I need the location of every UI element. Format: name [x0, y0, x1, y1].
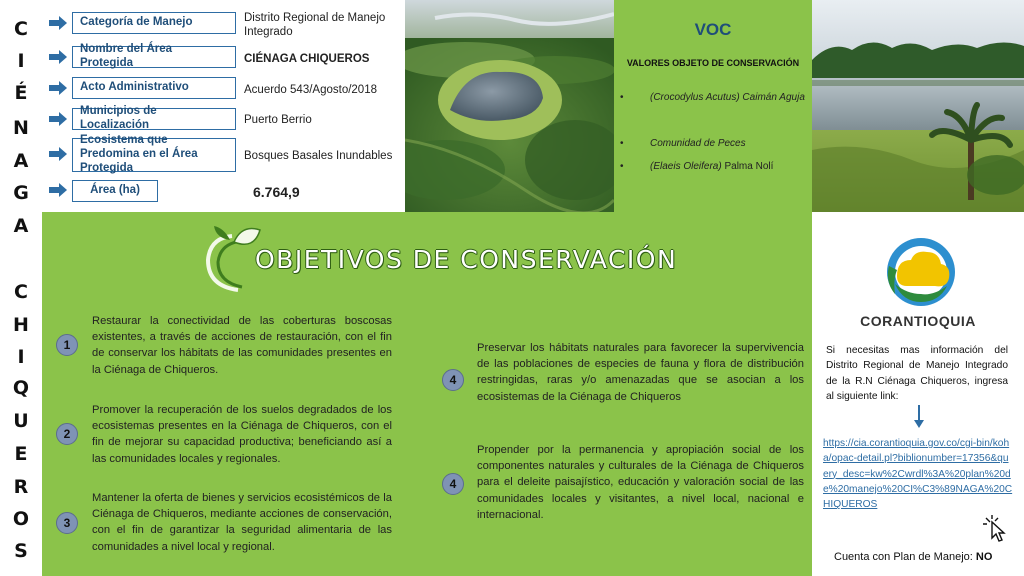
objective-number: 3: [56, 512, 78, 534]
voc-item-plain: Palma Nolí: [721, 161, 774, 172]
objectives-title: OBJETIVOS DE CONSERVACIÓN: [255, 245, 678, 274]
vertical-title: [0, 0, 42, 576]
vertical-title-letter: S: [14, 540, 28, 562]
voc-bullet: •: [620, 161, 624, 172]
objective-number: 4: [442, 369, 464, 391]
value-ecosistema: Bosques Basales Inundables: [244, 150, 393, 162]
voc-item: [620, 159, 808, 177]
management-plan-link[interactable]: https://cia.corantioquia.gov.co/cgi-bin/koha/opac-detail.pl?biblionumber=17356&query_desc=kw%2Cwrdl%3A%20plan%20de%20manejo%20CI%C3%89NAGA%20CHIQUEROS: [823, 438, 1013, 511]
objective-text: Restaurar la conectividad de las coberturas boscosas existentes, a través de acciones de restauración, con el fin de conservar los hábitats de las comunidades presentes en la Ciénaga de Chiqueros.: [92, 315, 392, 376]
vertical-title-letter: G: [13, 182, 29, 204]
value-municipios: Puerto Berrio: [244, 114, 312, 126]
vertical-title-letter: É: [14, 82, 28, 104]
voc-subtitle: VALORES OBJETO DE CONSERVACIÓN: [626, 58, 800, 68]
objective-number: 2: [56, 423, 78, 445]
arrow-right-icon: [49, 182, 67, 198]
corantioquia-logo: [883, 236, 959, 308]
vertical-title-letter: E: [14, 443, 28, 465]
label-categoria: Categoría de Manejo: [72, 12, 236, 34]
value-nombre: CIÉNAGA CHIQUEROS: [244, 53, 370, 65]
value-area: 6.764,9: [253, 184, 300, 200]
arrow-right-icon: [49, 49, 67, 65]
voc-item: [620, 90, 808, 130]
value-categoria: Distrito Regional de Manejo Integrado: [244, 12, 386, 39]
vertical-title-letter: I: [17, 346, 25, 368]
lake-photo-image: [812, 0, 1024, 212]
voc-bullet: •: [620, 138, 624, 149]
label-area: Área (ha): [72, 180, 158, 202]
corantioquia-brand: CORANTIOQUIA: [860, 313, 976, 329]
voc-item-italic: (Crocodylus Acutus) Caimán Aguja: [650, 92, 805, 103]
vertical-title-letter: O: [12, 508, 30, 530]
objective-text: Promover la recuperación de los suelos degradados de los ecosistemas presentes en la Ciénaga de Chiqueros, con el fin de mejorar su capacidad productiva; beneficiando así a las comunidades locales y regionales.: [92, 404, 392, 465]
vertical-title-letter: C: [14, 18, 28, 40]
vertical-title-letter: R: [13, 476, 29, 498]
label-nombre: Nombre del Área Protegida: [72, 46, 236, 68]
arrow-right-icon: [49, 80, 67, 96]
voc-title: VOC: [694, 20, 732, 39]
arrow-right-icon: [49, 111, 67, 127]
objective-number: 1: [56, 334, 78, 356]
objective-text: Propender por la permanencia y apropiación social de los componentes naturales y culturales de la Ciénaga de Chiqueros para el deleite paisajístico, educación y valoración social de las comunidades locales y visitantes, a nivel local, nacional e internacional.: [477, 444, 804, 521]
vertical-title-letter: H: [13, 314, 29, 336]
arrow-right-icon: [49, 146, 67, 162]
aerial-photo-image: [405, 0, 614, 212]
label-municipios: Municipios de Localización: [72, 108, 236, 130]
voc-panel: [614, 0, 812, 212]
plan-label: Cuenta con Plan de Manejo:: [834, 551, 976, 563]
more-info-text: Si necesitas mas información del Distrito Regional de Manejo Integrado de la R.N Ciénaga Chiqueros, ingresa al siguiente link:: [826, 345, 1008, 402]
management-plan-status: [834, 551, 992, 563]
vertical-title-letter: N: [13, 117, 29, 139]
objective-text: Preservar los hábitats naturales para favorecer la supervivencia de las poblaciones de especies de fauna y flora de distribución restringidas, raras y/o amenazadas que se asocian a los ecosistemas de la Ciénaga de Chiqueros: [477, 342, 804, 403]
vertical-title-letter: I: [17, 50, 25, 72]
voc-item-italic: Comunidad de Peces: [650, 138, 746, 149]
vertical-title-letter: U: [13, 410, 29, 432]
value-acto: Acuerdo 543/Agosto/2018: [244, 84, 377, 96]
vertical-title-letter: A: [13, 215, 29, 237]
plan-value: NO: [975, 551, 993, 563]
voc-item-italic: (Elaeis Oleifera): [650, 161, 722, 172]
voc-bullet: •: [620, 92, 624, 103]
label-ecosistema: Ecosistema que Predomina en el Área Protegida: [72, 138, 236, 172]
vertical-title-letter: Q: [12, 377, 30, 399]
arrow-right-icon: [49, 15, 67, 31]
arrow-down-icon: [913, 405, 925, 429]
vertical-title-letter: A: [13, 150, 29, 172]
click-cursor-icon: [982, 514, 1008, 542]
vertical-title-letter: C: [14, 281, 28, 303]
objective-text: Mantener la oferta de bienes y servicios ecosistémicos de la Ciénaga de Chiqueros, mediante acciones de conservación, con el fin de garantizar la seguridad alimentaria de las comunidades a nivel local y regional.: [92, 492, 392, 553]
label-acto: Acto Administrativo: [72, 77, 236, 99]
lake-photo: [812, 0, 1024, 212]
objective-number: 4: [442, 473, 464, 495]
leaf-swirl-icon: [204, 220, 262, 292]
aerial-photo: [405, 0, 614, 212]
voc-item: [620, 136, 808, 154]
